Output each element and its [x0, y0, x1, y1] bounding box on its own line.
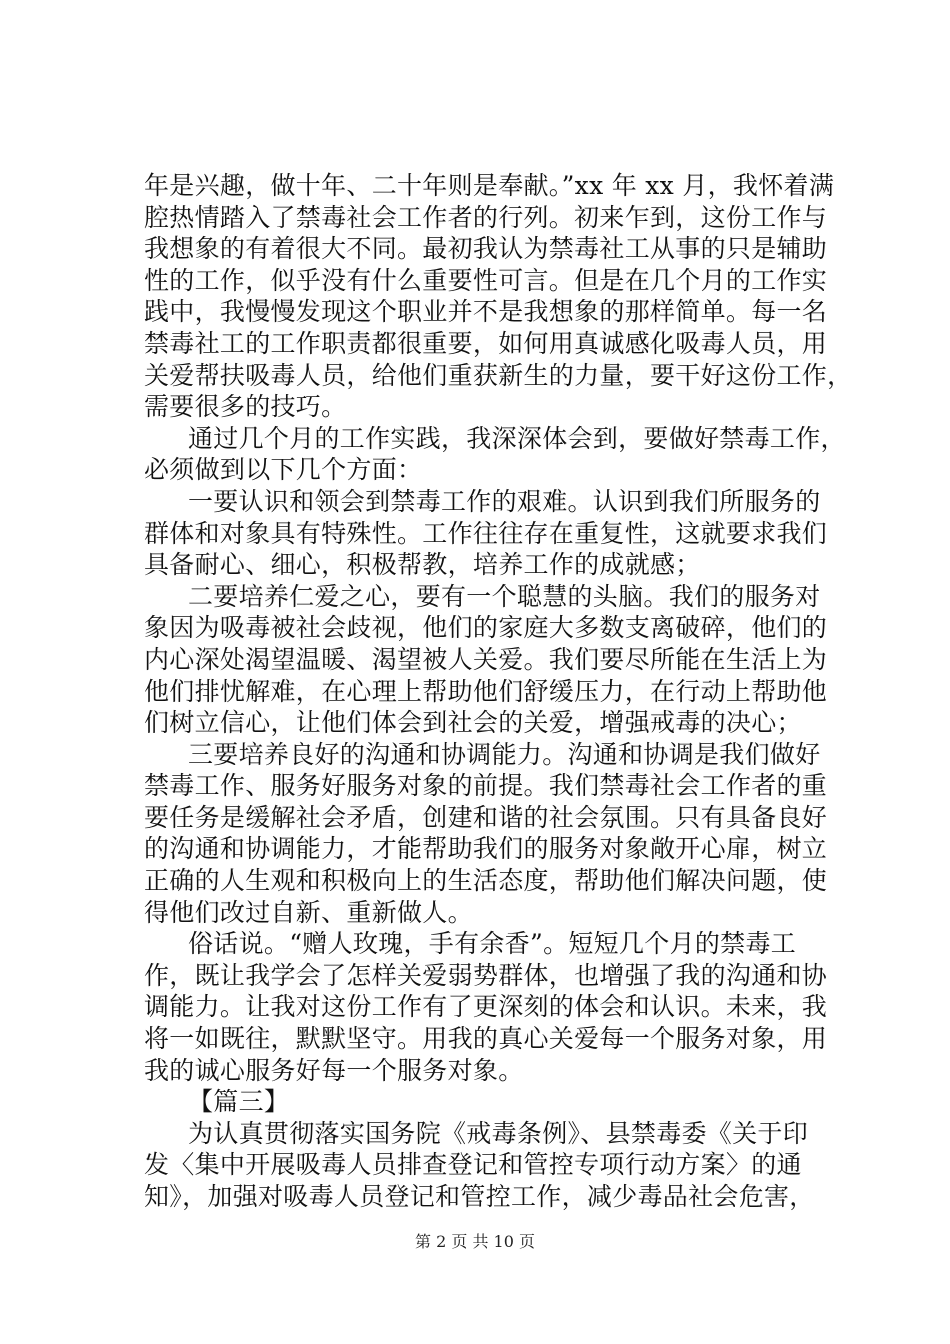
text-line: 作，既让我学会了怎样关爱弱势群体，也增强了我的沟通和协 [144, 960, 828, 990]
text-line: 群体和对象具有特殊性。工作往往存在重复性，这就要求我们 [144, 518, 828, 548]
text-line: 知》，加强对吸毒人员登记和管控工作，减少毒品社会危害， [144, 1182, 815, 1211]
text-line: 我想象的有着很大不同。最初我认为禁毒社工从事的只是辅助 [144, 234, 828, 264]
text-line: 【篇三】 [188, 1087, 290, 1117]
text-line: 内心深处渴望温暖、渴望被人关爱。我们要尽所能在生活上为 [144, 644, 828, 674]
page-footer: 第 2 页 共 10 页 [415, 1232, 535, 1251]
text-line: 践中，我慢慢发现这个职业并不是我想象的那样简单。每一名 [144, 297, 828, 327]
text-line: 一要认识和领会到禁毒工作的艰难。认识到我们所服务的 [188, 486, 821, 516]
text-line: 需要很多的技巧。 [144, 392, 347, 422]
text-line: 关爱帮扶吸毒人员，给他们重获新生的力量，要干好这份工作， [144, 360, 853, 390]
text-line: 发〈集中开展吸毒人员排查登记和管控专项行动方案〉的通 [144, 1150, 802, 1180]
text-line: 将一如既往，默默坚守。用我的真心关爱每一个服务对象，用 [144, 1024, 828, 1054]
text-line: 象因为吸毒被社会歧视，他们的家庭大多数支离破碎，他们的 [144, 613, 828, 643]
text-line: 必须做到以下几个方面： [144, 455, 423, 485]
text-line: 具备耐心、细心，积极帮教，培养工作的成就感； [144, 550, 701, 580]
text-line: 二要培养仁爱之心，要有一个聪慧的头脑。我们的服务对 [188, 581, 821, 611]
text-line: 年是兴趣，做十年、二十年则是奉献。”xx 年 xx 月，我怀着满 [144, 171, 835, 200]
text-line: 俗话说。“赠人玫瑰，手有余香”。短短几个月的禁毒工 [188, 929, 797, 959]
text-line: 得他们改过自新、重新做人。 [144, 897, 473, 927]
text-line: 要任务是缓解社会矛盾，创建和谐的社会氛围。只有具备良好 [144, 802, 828, 832]
text-line: 的沟通和协调能力，才能帮助我们的服务对象敞开心扉，树立 [144, 834, 828, 864]
text-line: 禁毒社工的工作职责都很重要，如何用真诚感化吸毒人员，用 [144, 328, 828, 358]
text-line: 为认真贯彻落实国务院《戒毒条例》、县禁毒委《关于印 [188, 1118, 809, 1148]
text-line: 正确的人生观和积极向上的生活态度，帮助他们解决问题，使 [144, 866, 828, 896]
text-line: 调能力。让我对这份工作有了更深刻的体会和认识。未来，我 [144, 992, 828, 1022]
text-line: 他们排忧解难，在心理上帮助他们舒缓压力，在行动上帮助他 [144, 676, 828, 706]
text-line: 们树立信心，让他们体会到社会的关爱，增强戒毒的决心； [144, 708, 802, 738]
text-line: 通过几个月的工作实践，我深深体会到，要做好禁毒工作， [188, 423, 846, 453]
text-line: 禁毒工作、服务好服务对象的前提。我们禁毒社会工作者的重 [144, 771, 828, 801]
text-line: 我的诚心服务好每一个服务对象。 [144, 1055, 524, 1085]
text-line: 腔热情踏入了禁毒社会工作者的行列。初来乍到，这份工作与 [144, 202, 828, 232]
text-line: 三要培养良好的沟通和协调能力。沟通和协调是我们做好 [188, 739, 821, 769]
text-line: 性的工作，似乎没有什么重要性可言。但是在几个月的工作实 [144, 265, 828, 295]
document-body [144, 170, 853, 1213]
